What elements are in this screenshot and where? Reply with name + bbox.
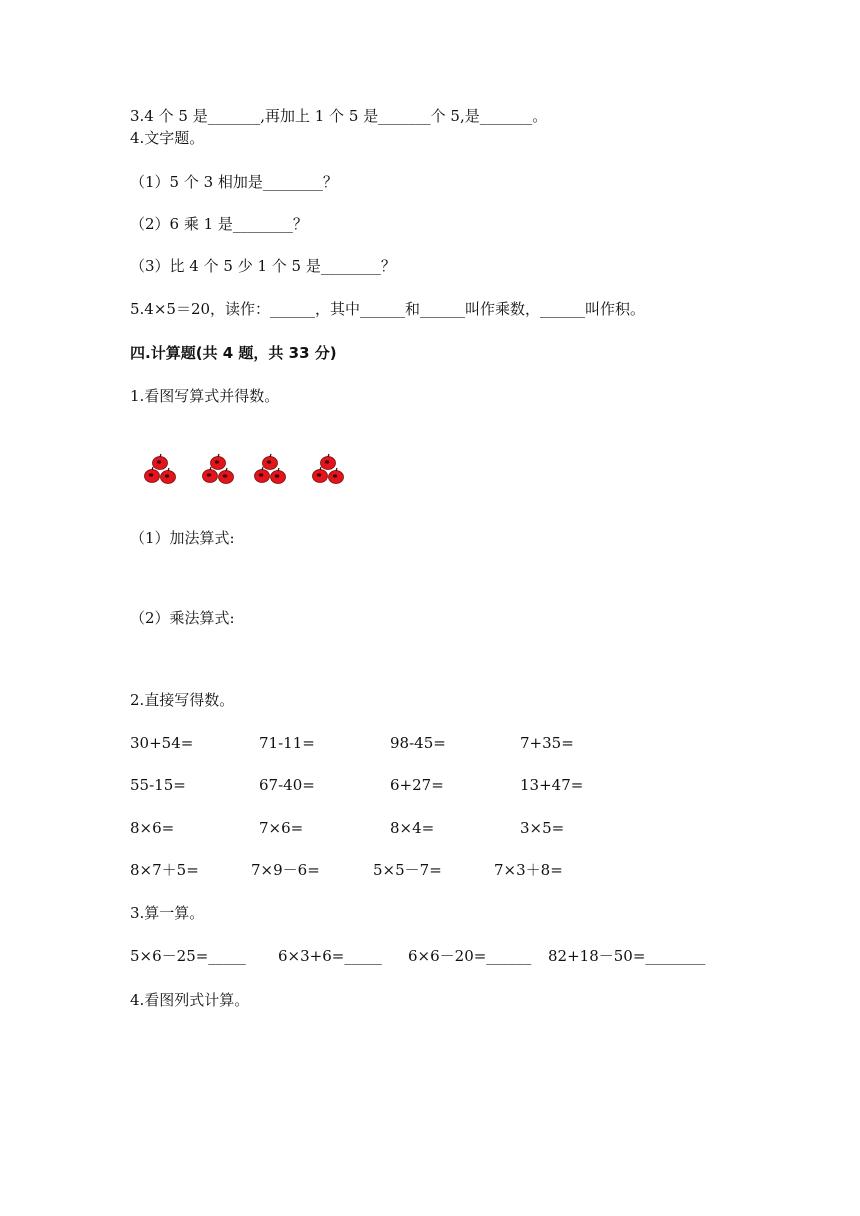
question-4-item-1: （1）5 个 3 相加是________？	[130, 173, 338, 191]
calc-cell: 6+27=	[390, 776, 444, 794]
apple-groups-image	[136, 448, 356, 496]
calc-item: 82+18－50=________	[548, 947, 706, 965]
apple-group-icon	[145, 454, 176, 484]
calc-cell: 98-45=	[390, 734, 446, 752]
calc-cell: 8×6=	[130, 819, 175, 837]
question-5: 5.4×5＝20，读作：______，其中______和______叫作乘数，______叫作积。	[130, 300, 646, 318]
question-3: 3.4 个 5 是_______,再加上 1 个 5 是_______个 5,是_______。	[130, 107, 548, 125]
question-4-item-3: （3）比 4 个 5 少 1 个 5 是________？	[130, 257, 396, 275]
problem-1-title: 1.看图写算式并得数。	[130, 387, 280, 405]
calc-cell: 8×7＋5=	[130, 861, 199, 879]
calc-cell: 71-11=	[259, 734, 315, 752]
calc-cell: 8×4=	[390, 819, 435, 837]
section-4-heading: 四.计算题(共 4 题，共 33 分)	[130, 344, 337, 362]
calc-cell: 67-40=	[259, 776, 315, 794]
calc-cell: 5×5－7=	[373, 861, 442, 879]
apple-group-icon	[313, 454, 344, 484]
calc-cell: 7×9－6=	[251, 861, 320, 879]
calc-cell: 13+47=	[520, 776, 584, 794]
calc-item: 5×6－25=_____	[130, 947, 246, 965]
apple-group-icon	[203, 454, 234, 484]
calc-item: 6×3+6=_____	[278, 947, 382, 965]
calc-cell: 7+35=	[520, 734, 574, 752]
question-4-title: 4.文字题。	[130, 129, 205, 147]
calc-cell: 7×3＋8=	[494, 861, 563, 879]
addition-label: （1）加法算式:	[130, 529, 235, 547]
problem-4-title: 4.看图列式计算。	[130, 991, 250, 1009]
problem-2-title: 2.直接写得数。	[130, 691, 235, 709]
calc-item: 6×6－20=______	[408, 947, 532, 965]
question-4-item-2: （2）6 乘 1 是________？	[130, 215, 308, 233]
calc-cell: 7×6=	[259, 819, 304, 837]
calc-cell: 55-15=	[130, 776, 186, 794]
calc-cell: 3×5=	[520, 819, 565, 837]
calc-cell: 30+54=	[130, 734, 194, 752]
multiplication-label: （2）乘法算式:	[130, 609, 235, 627]
problem-3-title: 3.算一算。	[130, 904, 205, 922]
apple-group-icon	[255, 454, 286, 484]
